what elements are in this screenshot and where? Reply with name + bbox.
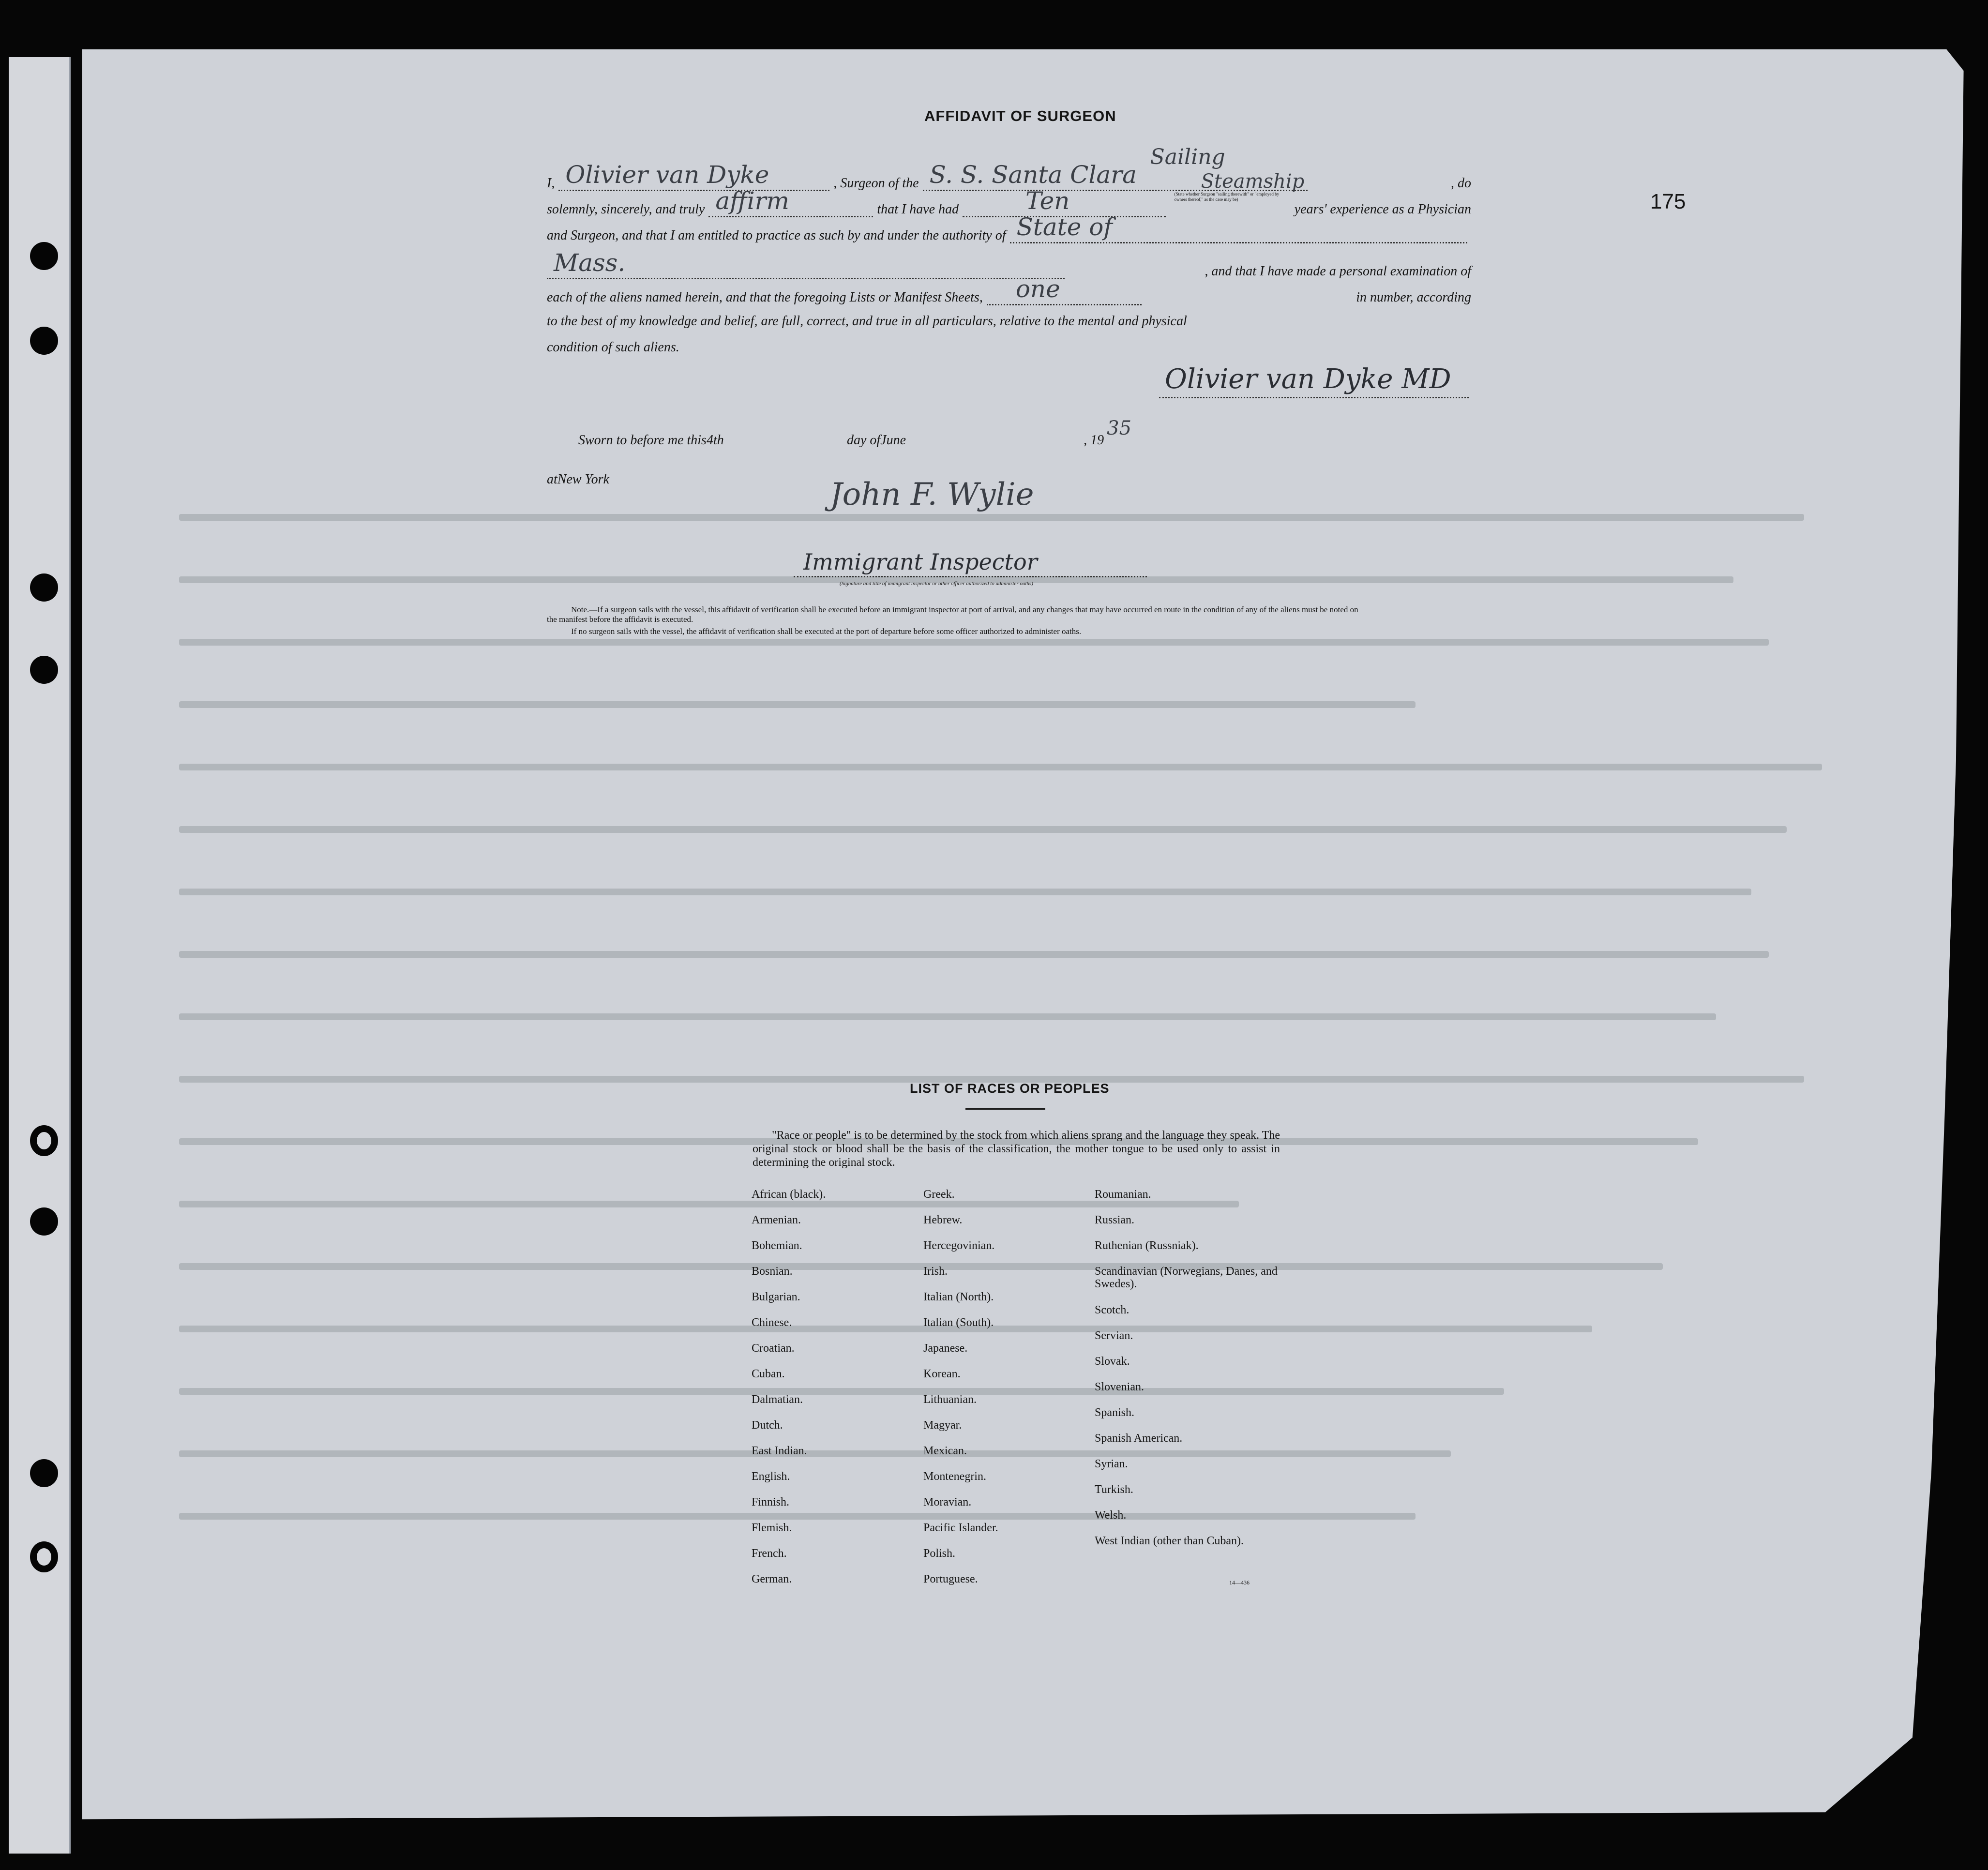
sworn-line (578, 417, 1132, 448)
authority-cont-handwriting: Mass. (554, 249, 626, 277)
race-item: Pacific Islander. (923, 1522, 998, 1534)
vessel-note-handwriting: Steamship (1201, 170, 1305, 193)
surgeon-name-handwriting: Olivier van Dyke (565, 161, 769, 189)
race-item: Servian. (1095, 1329, 1133, 1342)
at-line (547, 472, 858, 487)
affidavit-line-3 (547, 213, 1471, 243)
affirm-field (708, 187, 873, 217)
race-item: Syrian. (1095, 1458, 1128, 1470)
race-item: Slovak. (1095, 1355, 1130, 1368)
sworn-year-handwriting: 35 (1107, 417, 1132, 439)
race-item: Flemish. (752, 1522, 792, 1534)
race-item: Italian (North). (923, 1291, 994, 1303)
inspector-title-field (794, 542, 1147, 577)
line7-text: condition of such aliens. (547, 340, 679, 355)
sworn-year-prefix: , 19 (1084, 433, 1104, 448)
race-item: African (black). (752, 1188, 826, 1201)
surgeon-signature-field (1159, 353, 1469, 398)
race-item: West Indian (other than Cuban). (1095, 1535, 1244, 1547)
race-item: Dutch. (752, 1419, 783, 1432)
race-item: Japanese. (923, 1342, 968, 1355)
race-item: Hebrew. (923, 1214, 963, 1226)
races-column-3 (1095, 1188, 1279, 1573)
race-item: East Indian. (752, 1445, 807, 1457)
affidavit-line-6 (547, 314, 1471, 329)
race-item: Cuban. (752, 1368, 785, 1380)
line1-prefix: I, (547, 176, 555, 191)
line2-middle: that I have had (877, 202, 959, 217)
line6-text: to the best of my knowledge and belief, are full, correct, and true in all particulars, relative to the mental and physical (547, 314, 1187, 329)
sworn-month-field (880, 433, 1084, 448)
race-item: Slovenian. (1095, 1381, 1144, 1393)
race-item: Portuguese. (923, 1573, 978, 1585)
race-item: Croatian. (752, 1342, 795, 1355)
race-item: Polish. (923, 1547, 956, 1560)
race-item: Ruthenian (Russniak). (1095, 1239, 1199, 1252)
race-item: Armenian. (752, 1214, 801, 1226)
authority-handwriting: State of (1016, 213, 1113, 241)
race-item: Bosnian. (752, 1265, 793, 1278)
race-item: Chinese. (752, 1316, 792, 1329)
race-item: English. (752, 1470, 790, 1483)
race-item: Lithuanian. (923, 1393, 977, 1406)
race-item: Scotch. (1095, 1304, 1130, 1316)
affidavit-title: AFFIDAVIT OF SURGEON (924, 107, 1116, 124)
race-item: Finnish. (752, 1496, 790, 1508)
note-paragraph-2: If no surgeon sails with the vessel, the affidavit of verification shall be executed at the port of departure before some officer authorized to administer oaths. (571, 627, 1082, 636)
race-item: Hercegovinian. (923, 1239, 995, 1252)
race-item: German. (752, 1573, 792, 1585)
sworn-middle: day of (846, 433, 881, 448)
vessel-handwriting: S. S. Santa Clara (929, 161, 1137, 189)
race-item: Greek. (923, 1188, 955, 1201)
races-column-1 (752, 1188, 826, 1599)
sworn-day-field (707, 433, 847, 448)
race-item: Welsh. (1095, 1509, 1127, 1522)
at-place-handwriting: New York (557, 472, 609, 487)
inspector-title-handwriting: Immigrant Inspector (803, 549, 1038, 575)
sheet-count-field (987, 275, 1142, 305)
races-column-2 (923, 1188, 998, 1599)
race-item: Korean. (923, 1368, 961, 1380)
race-item: Mexican. (923, 1445, 967, 1457)
sworn-month-handwriting: June (880, 433, 906, 448)
note-paragraph-1: Note.—If a surgeon sails with the vessel, this affidavit of verification shall be executed before an immigrant inspector at port of arrival, and any changes that may have occurred en route in the condition of any of the aliens must be noted on the manifest before the affidavit is executed. (547, 605, 1358, 624)
line3-text: and Surgeon, and that I am entitled to practice as such by and under the authority of (547, 228, 1006, 243)
race-item: French. (752, 1547, 787, 1560)
surgeon-signature: Olivier van Dyke MD (1165, 363, 1451, 395)
years-handwriting: Ten (1025, 187, 1070, 215)
race-item: Turkish. (1095, 1483, 1133, 1496)
race-item: Scandinavian (Norwegians, Danes, and Swedes). (1095, 1265, 1278, 1290)
race-item: Roumanian. (1095, 1188, 1151, 1201)
affidavit-line-4 (547, 249, 1471, 279)
race-item: Bulgarian. (752, 1291, 800, 1303)
authority-field (1010, 213, 1468, 243)
race-item: Dalmatian. (752, 1393, 803, 1406)
race-item: Moravian. (923, 1496, 972, 1508)
line1-suffix: , do (1451, 176, 1471, 191)
surgeon-fine-print: (State whether Surgeon "sailing therewith" or "employed by owners thereof," as the case may be) (1174, 192, 1280, 202)
form-number: 14—436 (1229, 1579, 1250, 1586)
line5-prefix: each of the aliens named herein, and that the foregoing Lists or Manifest Sheets, (547, 290, 983, 305)
race-item: Irish. (923, 1265, 948, 1278)
affidavit-line-5 (547, 275, 1471, 305)
line5-suffix: in number, according (1356, 290, 1471, 305)
sworn-day-handwriting: 4th (706, 433, 724, 448)
sailing-note-handwriting: Sailing (1150, 145, 1225, 169)
races-title: LIST OF RACES OR PEOPLES (910, 1081, 1110, 1096)
sworn-prefix: Sworn to before me this (578, 433, 707, 448)
line2-prefix: solemnly, sincerely, and truly (547, 202, 705, 217)
line4-suffix: , and that I have made a personal examination of (1205, 264, 1471, 279)
race-item: Russian. (1095, 1214, 1135, 1226)
race-item: Spanish American. (1095, 1432, 1183, 1445)
race-item: Italian (South). (923, 1316, 994, 1329)
sheet-count-handwriting: one (1015, 275, 1060, 303)
line2-suffix: years' experience as a Physician (1294, 202, 1471, 217)
authority-cont-field (547, 249, 1065, 279)
page-number: 175 (1650, 190, 1686, 213)
race-item: Spanish. (1095, 1406, 1135, 1419)
race-item: Montenegrin. (923, 1470, 986, 1483)
inspector-signature: John F. Wylie (830, 477, 1034, 513)
race-item: Bohemian. (752, 1239, 802, 1252)
race-item: Magyar. (923, 1419, 962, 1432)
at-place-field (557, 472, 858, 487)
at-prefix: at (547, 472, 557, 487)
affirm-handwriting: affirm (715, 187, 789, 215)
races-title-rule (965, 1108, 1045, 1110)
inspector-caption: (Signature and title of immigrant inspector or other officer authorized to administer oaths) (840, 581, 1033, 587)
line1-middle: , Surgeon of the (833, 176, 919, 191)
races-intro: "Race or people" is to be determined by the stock from which aliens sprang and the language they speak. The original stock or blood shall be the basis of the classification, the mother tongue to be used only to assist in determining the original stock. (753, 1129, 1280, 1169)
